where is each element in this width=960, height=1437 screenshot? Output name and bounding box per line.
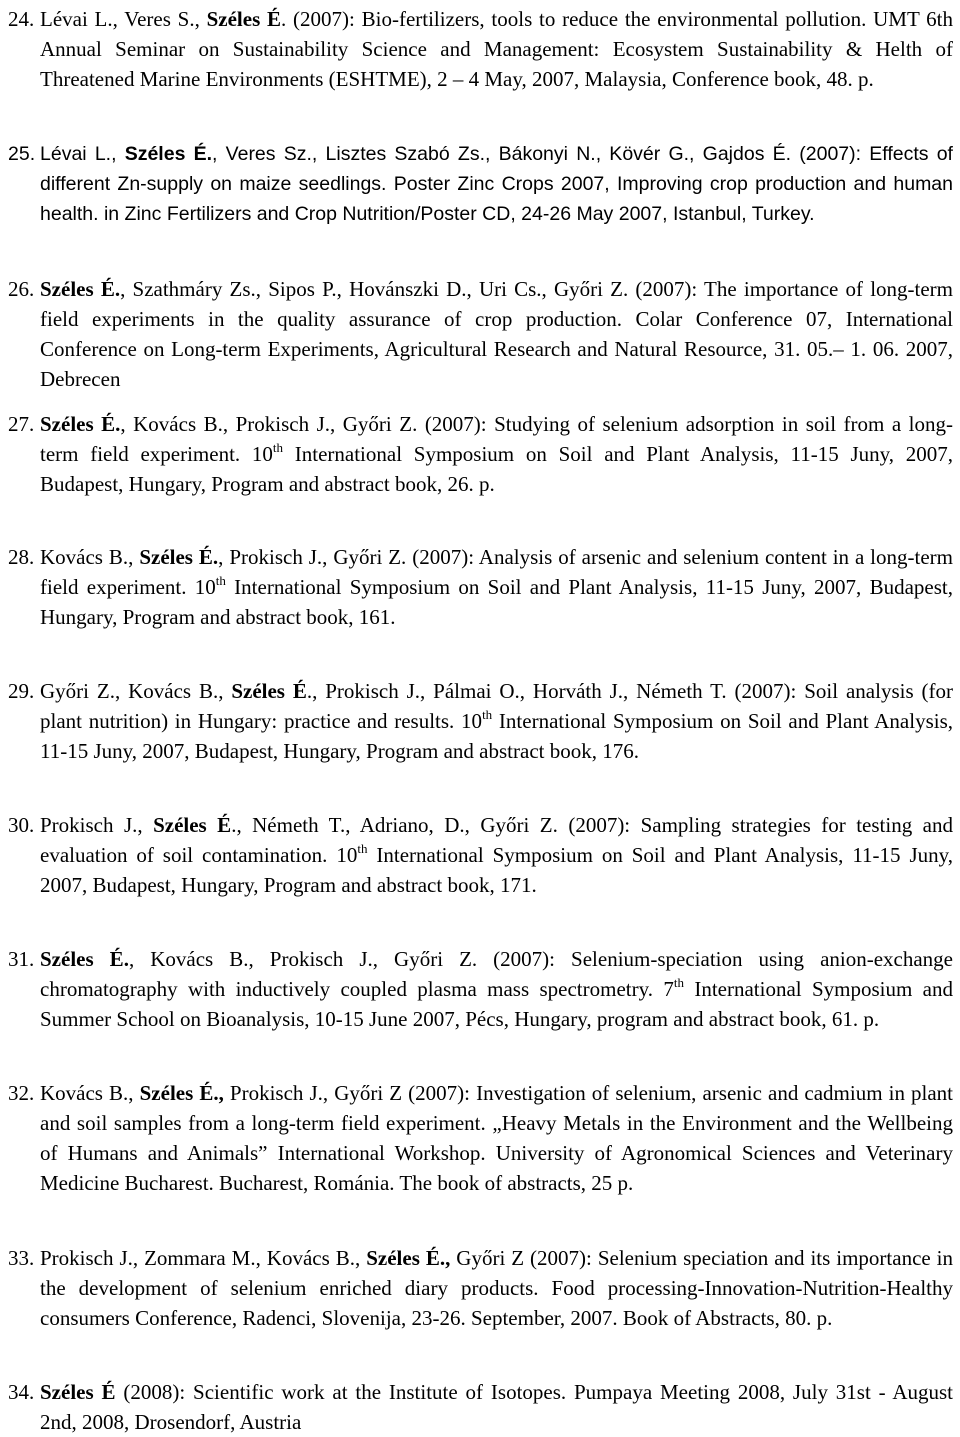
reference-details: ., Németh T., Adriano, D., Győri Z. (2007): Sampling strategies for testing and evaluation of soil contamination. 10	[40, 813, 953, 867]
reference-entry	[8, 1078, 953, 1198]
reference-number: 24.	[8, 7, 35, 31]
reference-number: 31.	[8, 947, 35, 971]
ordinal-superscript: th	[215, 573, 226, 588]
reference-text	[40, 274, 953, 394]
highlighted-author: Széles É	[231, 679, 307, 703]
reference-number: 34.	[8, 1380, 35, 1404]
reference-authors: Lévai L., Veres S.,	[40, 7, 207, 31]
reference-number: 33.	[8, 1246, 35, 1270]
reference-text	[40, 4, 953, 94]
highlighted-author: Széles É	[40, 1380, 116, 1404]
reference-text	[40, 944, 953, 1034]
reference-number: 28.	[8, 545, 35, 569]
ordinal-superscript: th	[272, 440, 284, 455]
reference-details: International Symposium on Soil and Plant Analysis, 11-15 Juny, 2007, Budapest, Hungary, Program and abstract book, 171.	[40, 843, 954, 897]
reference-details: , Kovács B., Prokisch J., Győri Z. (2007): Studying of selenium adsorption in soil from a long-term field experiment. 10	[40, 412, 954, 466]
highlighted-author: Széles É.	[40, 277, 121, 301]
ordinal-superscript: th	[482, 707, 493, 722]
reference-entry	[8, 810, 953, 900]
reference-authors: Lévai L.,	[40, 143, 125, 165]
reference-authors: Prokisch J., Zommara M., Kovács B.,	[40, 1246, 367, 1270]
reference-entry	[8, 1243, 953, 1333]
reference-entry	[8, 676, 953, 766]
reference-details: , Kovács B., Prokisch J., Győri Z. (2007): Selenium-speciation using anion-exchange chromatography with inductively coupled plasma mass spectrometry. 7	[40, 947, 954, 1001]
reference-text	[40, 1377, 953, 1437]
reference-authors: Győri Z., Kovács B.,	[40, 679, 232, 703]
reference-entry	[8, 542, 953, 632]
reference-text	[40, 676, 953, 766]
reference-details: (2008): Scientific work at the Institute of Isotopes. Pumpaya Meeting 2008, July 31st - August 2nd, 2008, Drosendorf, Austria	[40, 1380, 954, 1434]
reference-details: International Symposium on Soil and Plant Analysis, 11-15 Juny, 2007, Budapest, Hungary, Program and abstract book, 161.	[40, 575, 953, 629]
reference-text	[40, 1078, 953, 1198]
reference-details: Prokisch J., Győri Z (2007): Investigation of selenium, arsenic and cadmium in plant and soil samples from a long-term field experiment. „Heavy Metals in the Environment and the Wellbeing of Humans and Animals” International Workshop. University of Agronomical Sciences and Veterinary Medicine Bucharest. Bucharest, Románia. The book of abstracts, 25 p.	[40, 1081, 953, 1195]
reference-authors: Kovács B.,	[40, 545, 140, 569]
reference-entry	[8, 409, 953, 499]
reference-number: 32.	[8, 1081, 35, 1105]
reference-authors: Kovács B.,	[40, 1081, 140, 1105]
reference-entry	[8, 4, 953, 94]
reference-number: 30.	[8, 813, 35, 837]
reference-entry	[8, 274, 953, 394]
reference-details: International Symposium on Soil and Plant Analysis, 11-15 Juny, 2007, Budapest, Hungary, Program and abstract book, 176.	[40, 709, 954, 763]
reference-details: Győri Z (2007): Selenium speciation and its importance in the development of selenium enriched diary products. Food processing-Innovation-Nutrition-Healthy consumers Conference, Radenci, Slovenija, 23-26. September, 2007. Book of Abstracts, 80. p.	[40, 1246, 954, 1330]
reference-details: International Symposium and Summer School on Bioanalysis, 10-15 June 2007, Pécs, Hungary, program and abstract book, 61. p.	[40, 977, 953, 1031]
highlighted-author: Széles É.,	[139, 1081, 224, 1105]
ordinal-superscript: th	[357, 841, 368, 856]
reference-number: 29.	[8, 679, 35, 703]
reference-details: . (2007): Bio-fertilizers, tools to reduce the environmental pollution. UMT 6th Annual Seminar on Sustainability Science and Management: Ecosystem Sustainability & Helth of Threatened Marine Environments (ESHTME), 2 – 4 May, 2007, Malaysia, Conference book, 48. p.	[40, 7, 954, 91]
highlighted-author: Széles É	[206, 7, 282, 31]
reference-authors: Prokisch J.,	[40, 813, 154, 837]
highlighted-author: Széles É.	[40, 947, 129, 971]
reference-number: 27.	[8, 412, 35, 436]
highlighted-author: Széles É.	[124, 143, 213, 165]
ordinal-superscript: th	[673, 975, 684, 990]
reference-text	[40, 139, 953, 229]
highlighted-author: Széles É	[153, 813, 232, 837]
reference-details: , Veres Sz., Lisztes Szabó Zs., Bákonyi N., Kövér G., Gajdos É. (2007): Effects of different Zn-supply on maize seedlings. Poster Zinc Crops 2007, Improving crop production and human health. in Zinc Fertilizers and Crop Nutrition/Poster CD, 24-26 May 2007, Istanbul, Turkey.	[40, 143, 953, 225]
reference-text	[40, 810, 953, 900]
highlighted-author: Széles É.	[40, 412, 121, 436]
reference-details: ., Prokisch J., Pálmai O., Horváth J., Németh T. (2007): Soil analysis (for plant nutrition) in Hungary: practice and results. 10	[40, 679, 953, 733]
reference-details: , Szathmáry Zs., Sipos P., Hovánszki D., Uri Cs., Győri Z. (2007): The importance of long-term field experiments in the quality assurance of crop production. Colar Conference 07, International Conference on Long-term Experiments, Agricultural Research and Natural Resource, 31. 05.– 1. 06. 2007, Debrecen	[40, 277, 953, 391]
reference-entry	[8, 139, 953, 229]
reference-number: 25.	[8, 143, 36, 165]
reference-details: , Prokisch J., Győri Z. (2007): Analysis of arsenic and selenium content in a long-term field experiment. 10	[40, 545, 953, 599]
highlighted-author: Széles É.	[139, 545, 219, 569]
reference-details: International Symposium on Soil and Plant Analysis, 11-15 Juny, 2007, Budapest, Hungary, Program and abstract book, 26. p.	[40, 442, 953, 496]
reference-text	[40, 542, 953, 632]
reference-entry	[8, 944, 953, 1034]
reference-text	[40, 409, 953, 499]
reference-text	[40, 1243, 953, 1333]
highlighted-author: Széles É.,	[366, 1246, 451, 1270]
reference-number: 26.	[8, 277, 35, 301]
reference-entry	[8, 1377, 953, 1437]
